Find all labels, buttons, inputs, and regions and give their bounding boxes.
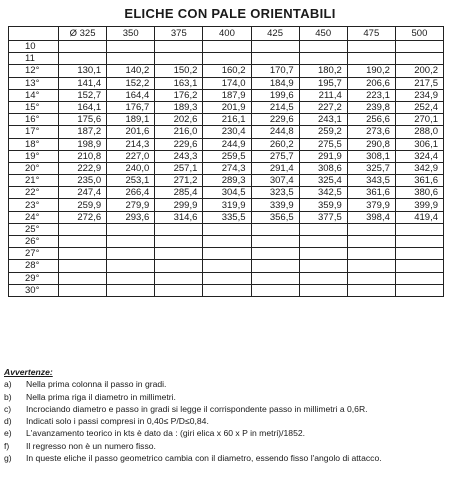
pitch-value-cell: 361,6 [395,175,443,187]
pitch-value-cell: 240,0 [107,162,155,174]
pitch-value-cell: 335,5 [203,211,251,223]
pitch-value-cell [155,41,203,53]
pitch-value-cell [395,248,443,260]
pitch-value-cell [107,223,155,235]
pitch-value-cell: 380,6 [395,187,443,199]
pitch-value-cell: 285,4 [155,187,203,199]
angle-cell: 16° [9,114,59,126]
pitch-value-cell: 308,6 [299,162,347,174]
pitch-value-cell [299,236,347,248]
pitch-value-cell: 304,5 [203,187,251,199]
pitch-value-cell [347,248,395,260]
note-text: Indicati solo i passi compresi in 0,40≤ P/D≤0,84. [26,416,209,427]
pitch-value-cell: 306,1 [395,138,443,150]
pitch-value-cell [347,284,395,296]
note-item [4,403,456,415]
pitch-value-cell: 223,1 [347,89,395,101]
pitch-value-cell: 275,5 [299,138,347,150]
pitch-value-cell [347,260,395,272]
note-letter: d) [4,416,12,427]
pitch-value-cell [395,236,443,248]
pitch-value-cell: 211,4 [299,89,347,101]
pitch-value-cell: 253,1 [107,175,155,187]
angle-cell: 29° [9,272,59,284]
pitch-value-cell: 201,6 [107,126,155,138]
angle-cell: 26° [9,236,59,248]
note-letter: b) [4,391,12,402]
pitch-value-cell: 195,7 [299,77,347,89]
pitch-value-cell [59,248,107,260]
pitch-value-cell: 266,4 [107,187,155,199]
pitch-value-cell [395,272,443,284]
angle-cell: 25° [9,223,59,235]
angle-cell: 11 [9,53,59,65]
pitch-value-cell [203,223,251,235]
pitch-value-cell: 150,2 [155,65,203,77]
table-row [9,199,444,211]
pitch-value-cell: 273,6 [347,126,395,138]
angle-cell: 19° [9,150,59,162]
note-item [4,391,456,403]
pitch-value-cell: 239,8 [347,101,395,113]
pitch-value-cell: 325,7 [347,162,395,174]
pitch-value-cell: 235,0 [59,175,107,187]
pitch-value-cell: 176,7 [107,101,155,113]
diameter-header: 425 [251,27,299,41]
pitch-value-cell: 356,5 [251,211,299,223]
table-row [9,89,444,101]
pitch-value-cell: 199,6 [251,89,299,101]
table-row [9,272,444,284]
pitch-value-cell [59,260,107,272]
pitch-value-cell: 227,2 [299,101,347,113]
table-row [9,175,444,187]
diameter-header: 375 [155,27,203,41]
angle-cell: 28° [9,260,59,272]
angle-cell: 20° [9,162,59,174]
pitch-value-cell: 257,1 [155,162,203,174]
pitch-value-cell: 164,1 [59,101,107,113]
table-row [9,187,444,199]
pitch-value-cell [107,248,155,260]
table-row [9,101,444,113]
pitch-value-cell: 234,9 [395,89,443,101]
note-letter: g) [4,453,12,464]
pitch-value-cell [107,284,155,296]
angle-cell: 15° [9,101,59,113]
pitch-value-cell: 244,9 [203,138,251,150]
diameter-header: 400 [203,27,251,41]
pitch-value-cell: 324,4 [395,150,443,162]
pitch-value-cell [395,53,443,65]
pitch-value-cell: 174,0 [203,77,251,89]
pitch-value-cell [203,272,251,284]
pitch-value-cell: 291,4 [251,162,299,174]
pitch-value-cell: 227,0 [107,150,155,162]
angle-cell: 10 [9,41,59,53]
pitch-value-cell [251,272,299,284]
table-row [9,41,444,53]
pitch-value-cell: 308,1 [347,150,395,162]
pitch-value-cell [59,53,107,65]
pitch-value-cell [155,53,203,65]
pitch-value-cell: 259,9 [59,199,107,211]
pitch-value-cell: 293,6 [107,211,155,223]
pitch-value-cell [203,236,251,248]
pitch-value-cell: 230,4 [203,126,251,138]
pitch-value-cell: 299,9 [155,199,203,211]
pitch-value-cell: 259,5 [203,150,251,162]
pitch-value-cell [299,41,347,53]
pitch-value-cell [107,41,155,53]
pitch-value-cell: 198,9 [59,138,107,150]
pitch-value-cell: 152,7 [59,89,107,101]
diameter-header: 500 [395,27,443,41]
pitch-value-cell: 244,8 [251,126,299,138]
table-row [9,284,444,296]
pitch-value-cell: 252,4 [395,101,443,113]
pitch-value-cell: 130,1 [59,65,107,77]
pitch-value-cell: 201,9 [203,101,251,113]
pitch-value-cell [155,272,203,284]
table-row [9,150,444,162]
pitch-value-cell [251,248,299,260]
pitch-value-cell [59,236,107,248]
note-text: Il regresso non è un numero fisso. [26,440,156,451]
pitch-value-cell [59,223,107,235]
pitch-value-cell: 323,5 [251,187,299,199]
pitch-value-cell: 274,3 [203,162,251,174]
pitch-value-cell: 206,6 [347,77,395,89]
pitch-value-cell [395,284,443,296]
pitch-value-cell: 214,3 [107,138,155,150]
table-row [9,77,444,89]
pitch-value-cell [59,284,107,296]
pitch-value-cell [155,236,203,248]
angle-cell: 18° [9,138,59,150]
pitch-value-cell: 175,6 [59,114,107,126]
pitch-value-cell [395,41,443,53]
pitch-value-cell: 339,9 [251,199,299,211]
document-title: ELICHE CON PALE ORIENTABILI [124,6,336,21]
notes-section [4,366,456,464]
pitch-value-cell [251,41,299,53]
note-text: Incrociando diametro e passo in gradi si legge il corrispondente passo in millimetri a 0,6R. [26,403,368,414]
pitch-value-cell: 170,7 [251,65,299,77]
pitch-value-cell: 200,2 [395,65,443,77]
pitch-value-cell [251,284,299,296]
pitch-value-cell [203,260,251,272]
angle-cell: 24° [9,211,59,223]
pitch-value-cell [299,248,347,260]
pitch-value-cell: 399,9 [395,199,443,211]
note-item [4,452,456,464]
pitch-value-cell: 189,1 [107,114,155,126]
table-row [9,126,444,138]
pitch-table [8,26,444,297]
pitch-value-cell [395,223,443,235]
pitch-value-cell [395,260,443,272]
pitch-value-cell: 290,8 [347,138,395,150]
pitch-value-cell [59,272,107,284]
pitch-value-cell: 217,5 [395,77,443,89]
pitch-value-cell: 314,6 [155,211,203,223]
pitch-value-cell [347,223,395,235]
pitch-value-cell [203,248,251,260]
pitch-value-cell: 275,7 [251,150,299,162]
pitch-value-cell [107,260,155,272]
pitch-value-cell: 259,2 [299,126,347,138]
note-text: In queste eliche il passo geometrico cambia con il diametro, essendo fisso l'angolo di attacco. [26,453,382,464]
pitch-value-cell [107,236,155,248]
angle-cell: 21° [9,175,59,187]
pitch-value-cell [347,41,395,53]
pitch-value-cell: 243,1 [299,114,347,126]
diameter-header: 350 [107,27,155,41]
pitch-value-cell: 164,4 [107,89,155,101]
pitch-value-cell: 140,2 [107,65,155,77]
diameter-header-row [9,27,444,41]
pitch-value-cell [299,272,347,284]
pitch-value-cell: 187,2 [59,126,107,138]
pitch-value-cell: 222,9 [59,162,107,174]
pitch-value-cell: 272,6 [59,211,107,223]
pitch-value-cell: 270,1 [395,114,443,126]
pitch-value-cell: 202,6 [155,114,203,126]
notes-list [4,378,456,464]
angle-cell: 23° [9,199,59,211]
table-row [9,138,444,150]
pitch-value-cell: 180,2 [299,65,347,77]
pitch-value-cell [251,236,299,248]
table-row [9,114,444,126]
table-row [9,248,444,260]
pitch-value-cell [251,223,299,235]
table-row [9,260,444,272]
pitch-value-cell [347,53,395,65]
pitch-value-cell: 398,4 [347,211,395,223]
diameter-header: Ø 325 [59,27,107,41]
pitch-value-cell [251,260,299,272]
note-text: Nella prima riga il diametro in millimetri. [26,391,176,402]
angle-cell: 17° [9,126,59,138]
pitch-value-cell: 271,2 [155,175,203,187]
pitch-value-cell: 243,3 [155,150,203,162]
pitch-value-cell: 216,0 [155,126,203,138]
angle-cell: 12° [9,65,59,77]
pitch-value-cell: 163,1 [155,77,203,89]
table-row [9,223,444,235]
pitch-value-cell [299,284,347,296]
pitch-value-cell: 229,6 [155,138,203,150]
pitch-value-cell [203,53,251,65]
pitch-value-cell: 379,9 [347,199,395,211]
pitch-value-cell: 279,9 [107,199,155,211]
table-row [9,53,444,65]
pitch-value-cell: 319,9 [203,199,251,211]
pitch-value-cell [155,260,203,272]
pitch-value-cell: 210,8 [59,150,107,162]
pitch-value-cell [299,53,347,65]
angle-cell: 13° [9,77,59,89]
note-letter: f) [4,440,10,451]
angle-cell: 14° [9,89,59,101]
angle-cell: 27° [9,248,59,260]
pitch-value-cell [251,53,299,65]
pitch-value-cell [155,248,203,260]
pitch-value-cell [155,223,203,235]
pitch-value-cell: 260,2 [251,138,299,150]
table-row [9,236,444,248]
note-letter: e) [4,428,12,439]
pitch-value-cell: 247,4 [59,187,107,199]
pitch-value-cell [155,284,203,296]
pitch-value-cell [299,260,347,272]
pitch-value-cell: 190,2 [347,65,395,77]
pitch-value-cell [347,236,395,248]
pitch-value-cell [107,272,155,284]
pitch-value-cell [299,223,347,235]
pitch-value-cell [59,41,107,53]
pitch-value-cell: 377,5 [299,211,347,223]
pitch-value-cell: 307,4 [251,175,299,187]
diameter-header: 475 [347,27,395,41]
pitch-value-cell [347,272,395,284]
pitch-value-cell: 342,5 [299,187,347,199]
note-text: Nella prima colonna il passo in gradi. [26,379,167,390]
table-row [9,162,444,174]
diameter-header: 450 [299,27,347,41]
corner-cell [9,27,59,41]
pitch-value-cell: 291,9 [299,150,347,162]
note-letter: a) [4,379,12,390]
pitch-value-cell: 343,5 [347,175,395,187]
note-item [4,415,456,427]
angle-cell: 30° [9,284,59,296]
pitch-value-cell: 160,2 [203,65,251,77]
pitch-value-cell: 289,3 [203,175,251,187]
pitch-value-cell: 216,1 [203,114,251,126]
pitch-value-cell: 214,5 [251,101,299,113]
pitch-value-cell [107,53,155,65]
pitch-value-cell: 342,9 [395,162,443,174]
pitch-value-cell: 256,6 [347,114,395,126]
pitch-value-cell: 419,4 [395,211,443,223]
pitch-value-cell: 359,9 [299,199,347,211]
pitch-value-cell [203,284,251,296]
pitch-value-cell: 184,9 [251,77,299,89]
pitch-value-cell: 187,9 [203,89,251,101]
pitch-value-cell: 361,6 [347,187,395,199]
pitch-value-cell: 189,3 [155,101,203,113]
pitch-value-cell: 176,2 [155,89,203,101]
note-item [4,427,456,439]
table-row [9,211,444,223]
note-letter: c) [4,403,12,414]
pitch-value-cell: 288,0 [395,126,443,138]
note-item [4,378,456,390]
pitch-value-cell [203,41,251,53]
pitch-value-cell: 325,4 [299,175,347,187]
note-text: L'avanzamento teorico in kts è dato da : (giri elica x 60 x P in metri)/1852. [26,428,306,439]
pitch-value-cell: 229,6 [251,114,299,126]
angle-cell: 22° [9,187,59,199]
notes-title: Avvertenze: [4,367,53,377]
pitch-value-cell: 141,4 [59,77,107,89]
pitch-value-cell: 152,2 [107,77,155,89]
note-item [4,440,456,452]
table-row [9,65,444,77]
